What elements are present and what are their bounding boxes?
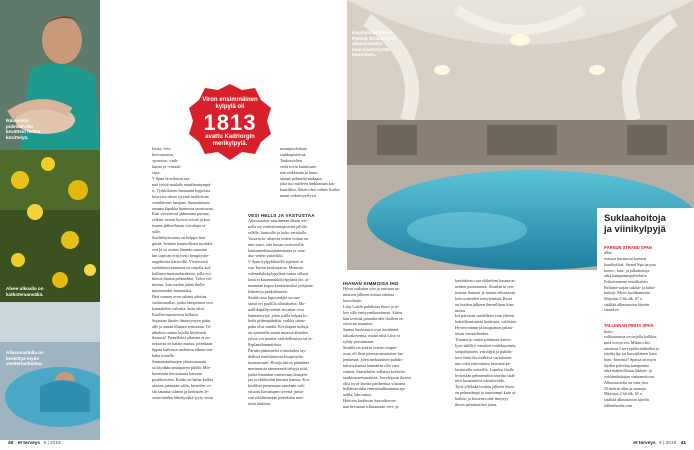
- sidebar-text: [604, 239, 688, 408]
- issue-left: 9 | 2018: [43, 441, 61, 446]
- sidebar-lead-1: PÄRNUN STRAND SPAN: [604, 244, 652, 250]
- magazine-name-left: et terveys: [17, 441, 41, 446]
- sidebar-para-2: hoito- valikoimassa on tarjolla kalkkia, mitä toivoa voi. Mikan olisi saunassa Lux-rypäleviinikäden ja viinikylpy tai havaijilainen lomi lomi -hieronta? Spassa on myös täyden palvelun kampaamo sekä mahdollisuus läkkäri- ja vaivaenhoitajan vastaanottoon. Allasosastolta on vain yksi 25 metrin allas ja saunoja. Majoitus 2 hh alk. 65 e, sisältää allasosaston käytön.: [604, 328, 659, 402]
- sidebar-link-2[interactable]: tallinnhotels.com: [604, 402, 633, 408]
- stamp-year: 1813: [203, 110, 257, 135]
- caption-pool-left: Allasosastolla on keskittyä myös vesiterionhoitoa.: [6, 350, 44, 367]
- sidebar-title: Suklaahoitoja ja viinikylpyjä: [604, 213, 666, 235]
- article-col2-top: neonipuoleltaan suihkupisteissä. Taukoutolien vielä tovin kaitaisaan- nan raikkautta ja huna- saunat pehmeää maksata, joka tuo mieleen lonkkaman kas- kansiltiin. Siiten olen valmis lisäha- maan vedenvyyelyyn.: [280, 146, 341, 199]
- heading-iho: IHANAN KIMMOISA IHO: [343, 281, 399, 286]
- pool-left-photo: [0, 302, 100, 440]
- caption-flowers: Alvee ulkoalla on katkotervanväliä.: [6, 286, 44, 297]
- issue-right: 9 | 2018: [659, 441, 677, 446]
- sidebar-link-1[interactable]: strand.ee: [604, 307, 619, 313]
- page-number-left: 40: [8, 441, 14, 446]
- caption-pool-main: Kauniyhdät tunnat Pärnun Strand Span allasosastolle neuvolantohyvän tuomiseen.: [352, 30, 397, 58]
- heading-vesi: VESI HELLII JA VASTUSTAA: [248, 213, 315, 218]
- caption-massage: Ikäihmisiä pidetään iho kevättein hellää käsittelyä.: [6, 118, 41, 140]
- article-col2: Allasosaston suurimman altaan vet- nolla on vesihierontapistettä jalolle, selälle, hartioille ja koko vartalolle. Vastavirta- altaessa veden voima on niin suuri, että huvan sovitsevilla karttumieltiasaanitnemana ja saaa- duo veden virtavikki. V Span kylpylähotelli sijaitsee ai- van Tarton keskustassa. Monesta valemalakskylypylanä tuttua sillassi lasta ei kuuennukkikylpylänä ole, ai- maanaan kapea kantotomaksi pohjatus- leimeerja penkaltaneen. Sisätiloissa hiposaukjia on run- saasti eri puolilla allasaluetta. Mo- naillikäpällyvierhet sitvaaiat ovat lammentysjä, joten istilla kelpaa lu- keila pidempäänkin, vaikka siitnu- paku olisi märkä. Kevötäpää tueluja on ojenteella muun muassa altaiden joissa voi nauttia vadolollessisia tai te- lleplamilammittissa. Pärnän päätenteloi ronnoluden tay- delliset tenilalaisessa hiuspöytän huomassaan. Hotaja hiiroo päättänet merimuisia sämmensiä tehtyjä riitä, jonka hiratalan varmevaan hiuspöh- jaa ja ehiöittelin hiusten kanssa. Kos- keolihin pienesman sanotaan vali- viisaan karvatupen tyvestä jaetta- van rtkäläesmään pieneltäin mus- tastä hiukista.: [248, 218, 314, 407]
- pool-left-illustration: [0, 302, 100, 440]
- stamp-line2: kylpylä oli: [215, 104, 245, 110]
- article-col1-top: lyista, vesi- hieronnoista, -poreista, -suih- kuista ja -virtauk- sista.: [152, 146, 182, 175]
- flowers-photo: [0, 150, 100, 302]
- stamp-line3: avattu Kadriorgin: [205, 134, 255, 140]
- sidebar-box: [597, 208, 694, 440]
- magazine-name-right: et terveys: [633, 441, 656, 446]
- stamp-badge: [187, 82, 273, 168]
- article-col1: V Span lä erilaista saa- naa viestä mailaile maailmanympä- ri. Tyrkkilaisen hamamin leppoisia hoyrysta sitten sytyntä tuokiossan venäläiseen banjaan. Suomalainen saunan kipakka kuumuus tasoituvan. Kun viereisessä jäänsauna purtaat, selkäsi vasten hyössä seisää ja kos- teasen jäähtellassiu viivohuta si- salle. Suolahöyrisauna on helppo hen- gittää. Seinien kuumollisen suolakit- ven ja sii asteen lämmin saunaan kin sopivan erityisesti hengitystie- ongelmista kärsiville. Viereisessä suolahöyrysaunassa on tarjolla kul- hollinen merisuolaraketta, jolla voi hieroa ihonsa pehmeäksi. Talvo voi- mistuu, kun suolan jättää iholle muutamaksi minuutiksi. Heti saunan oven takana odottaa suolavonallas, jonka lämpöinen vesi kannattelee valvaita, kuin olisit Kuolleessameressä kelluttu. Sujautan ihtoite ilmaryynyyn pääsi alle ja annan illuaten rentoutua. Tä- täkohtia tuntuu kijalla höyheneh ilmassa? Pienelleksi allasusa ei on- nelaavat on katain mussa, jotenkaan lippaa kaikessa nauhassa alkaan ren- halta toinelle. Saunamaailmojen yhteissaunoin sa käydään ainaaparen päällä. Mie- huommin tietoutuutta kaivaan pyyhkeeseen. Koska en halua kulkia alasten jasaunan välin, kiertelen ve- sin saunata tolmen ja hentisten le- seinä näiden lähettyvältä lyyty vesiä: [152, 176, 214, 400]
- sidebar-lead-2: TALLINNAN PIRITA SPAN: [604, 322, 654, 328]
- article-col3: Hyvin nukutun yön ja runsaan aa- miaisen jälkeen minua odottaa kasvohoito. Liisa Lastik puhdistaa ihoni ja te- kee sille entsyymikuorinnan. Sitten hän levittää pinnalta-alle iholleni ra- vitsevan naamion. Saanet haokonsisi ovat kerääneet taltuakosemia, mutta nitiä Liise et ryhdy poistamaan. Siruilla on joskin verran couper- osaa, eli ihon pienvarotruusuten laa- jentumaa, joten mekaanisen puhdis- tuksen kanssa kannattaa olla varo- vainen. Saastelulen sellaista korkeita taarkunvarrvaudessa. Sovelujasin ihossa olist hyvä laseita pariherttua viitouna helläivaroidta ennynimilkeomma aja- nelila, hän sanoo. Hoitoon kuuluvan kasvohieron- nan hevaiaan rillasantaan veri- ja: [343, 286, 411, 410]
- flowers-illustration: [0, 150, 100, 302]
- folio-right: [633, 441, 686, 446]
- page-number-right: 41: [680, 441, 686, 446]
- article-col4: lymfakierto saa elähtelent kasma-ai- neiden poistumista. Aloakin se ren- touttaa ihanasti ja tuntuu tehostavan hoitovoiteiden imeytymistä. Ihoni on hoidon jälkeen ihmeellisen kim- moisa. Ios päiväsin saadelleen vain yhteen kokoillemisiäeni hoidoista, valitsisin Hyvinvoinnin ja tasapainon palaut- tavan vartalohoidon. Tiiontorja varttie pittitmen kasvo- lyyn iäälllyy vartalon voidekuorinta, saripohjainen, yrttiöljyä ja puhdis- tava fenkolia sisältävä vartalonaa- mio sekä rentouttava hieronta pe- lasttavalla voiteella. Lopuksi iholle levitetään pehmentävä aineitta sisäl- tävä kosteuttava vartalovoide. Työä yllöksäa hoidon jälkeen ihoni on pehmeämpi ja tasaisempi kuin ai- koihin, ja kosteusvoide imeytyy ihoon petramoitien joina.: [455, 278, 517, 408]
- stamp-line1: Viron ensimmäinen: [202, 97, 258, 103]
- stamp-line4: merikylpylä.: [212, 141, 248, 147]
- sidebar-para-1: allas- osastoa koristavat komeat kaarikyiikät. Strand Spa tarjoaa kasvo-, käsi- ja jalkahoitoja sekä kampaamopalveluita. Erikoisuutena rentalkaisen Bellami-sarjan suklaa- ja kulta- hoitoja. Myös suolakammio. Majoitus 2 hh alk. 67 e, sisältää allasosaston käytön.: [604, 250, 656, 307]
- folio-left: [8, 441, 61, 446]
